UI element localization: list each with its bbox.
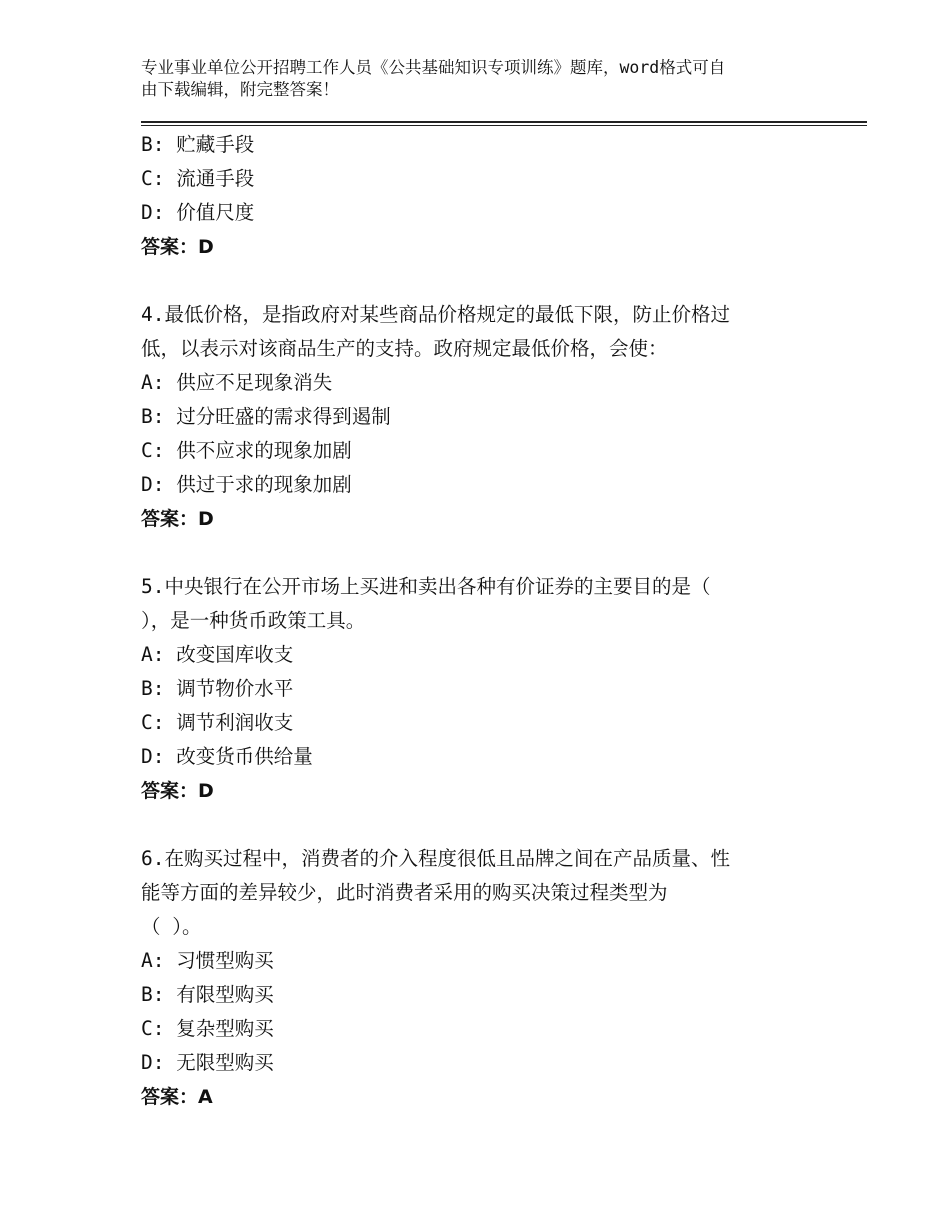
spacer bbox=[141, 264, 801, 298]
header-rule-thin bbox=[141, 125, 867, 126]
question-4 bbox=[141, 298, 801, 536]
option-c: C: 复杂型购买 bbox=[141, 1017, 274, 1040]
spacer bbox=[141, 536, 801, 570]
question-text-line: 4.最低价格，是指政府对某些商品价格规定的最低下限，防止价格过 bbox=[141, 303, 730, 326]
question-text-line: 6.在购买过程中，消费者的介入程度很低且品牌之间在产品质量、性 bbox=[141, 847, 730, 870]
option-d: D: 供过于求的现象加剧 bbox=[141, 473, 352, 496]
header-rule-thick bbox=[141, 121, 867, 123]
answer: 答案：D bbox=[141, 236, 214, 258]
option-b: B: 有限型购买 bbox=[141, 983, 274, 1006]
option-a: A: 改变国库收支 bbox=[141, 643, 294, 666]
spacer bbox=[141, 808, 801, 842]
document-header bbox=[141, 57, 806, 101]
question-list bbox=[141, 128, 801, 1114]
question-6 bbox=[141, 842, 801, 1114]
answer: 答案：D bbox=[141, 508, 214, 530]
option-d: D: 改变货币供给量 bbox=[141, 745, 313, 768]
option-d: D: 价值尺度 bbox=[141, 201, 255, 224]
option-c: C: 调节利润收支 bbox=[141, 711, 294, 734]
header-line-2: 由下载编辑，附完整答案！ bbox=[141, 80, 339, 99]
question-5 bbox=[141, 570, 801, 808]
question-text-line: （ ）。 bbox=[141, 915, 202, 938]
option-b: B: 过分旺盛的需求得到遏制 bbox=[141, 405, 391, 428]
option-a: A: 习惯型购买 bbox=[141, 949, 274, 972]
question-text-line: 5.中央银行在公开市场上买进和卖出各种有价证券的主要目的是（ bbox=[141, 575, 711, 598]
answer: 答案：A bbox=[141, 1086, 213, 1108]
option-c: C: 流通手段 bbox=[141, 167, 255, 190]
question-text-line: ），是一种货币政策工具。 bbox=[141, 609, 366, 632]
option-a: A: 供应不足现象消失 bbox=[141, 371, 333, 394]
header-line-1: 专业事业单位公开招聘工作人员《公共基础知识专项训练》题库，word格式可自 bbox=[141, 58, 726, 77]
question-text-line: 低，以表示对该商品生产的支持。政府规定最低价格，会使： bbox=[141, 337, 668, 360]
option-b: B: 调节物价水平 bbox=[141, 677, 294, 700]
option-b: B: 贮藏手段 bbox=[141, 133, 255, 156]
continued-question bbox=[141, 128, 801, 264]
option-c: C: 供不应求的现象加剧 bbox=[141, 439, 352, 462]
question-text-line: 能等方面的差异较少，此时消费者采用的购买决策过程类型为 bbox=[141, 881, 668, 904]
option-d: D: 无限型购买 bbox=[141, 1051, 274, 1074]
answer: 答案：D bbox=[141, 780, 214, 802]
